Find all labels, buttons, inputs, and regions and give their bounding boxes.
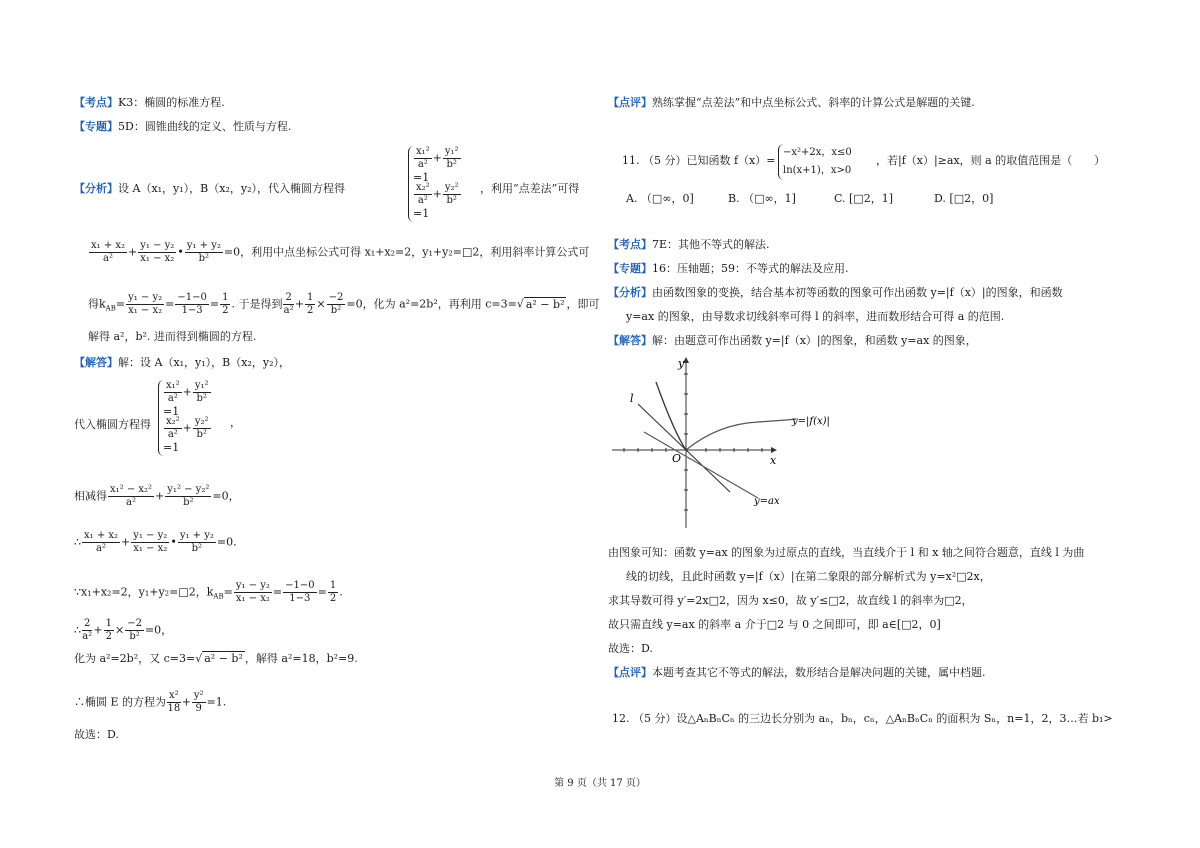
fenxi-line1 — [74, 182, 345, 196]
fx3-g2n: 1 — [307, 292, 314, 303]
jieda-line2: 代入椭圆方程得 — [74, 418, 151, 431]
sys2-e1-rhs: =1 — [163, 405, 180, 418]
dianping2-tag: 【点评】 — [608, 666, 652, 679]
jd5-tail: . — [339, 585, 343, 599]
fx3-f1d: x₁ − x₂ — [128, 305, 163, 316]
sys1-e1-ny: y₁² — [444, 146, 459, 157]
sys2-e2-dy: b² — [196, 429, 207, 440]
sys2-e2-rhs: =1 — [163, 441, 180, 454]
sys2-e2-ny: y₂² — [194, 416, 209, 427]
jd3-d1: a² — [126, 497, 137, 508]
jd8-head: ∴椭圆 E 的方程为 — [74, 695, 167, 709]
jieda-line1 — [74, 356, 290, 370]
sys1-e1-nx: x₁² — [416, 146, 430, 157]
fx3-mid: . 于是得到 — [231, 297, 283, 311]
jd4-n3: y₁ + y₂ — [179, 530, 214, 541]
sys1-e2-dx: a² — [417, 195, 428, 206]
fx2-f3d: b² — [198, 253, 210, 264]
dianping1-tag: 【点评】 — [608, 96, 652, 109]
zhuanti2-text: 16：压轴题；59：不等式的解法及应用. — [652, 262, 849, 275]
zhuanti2-line — [608, 262, 849, 276]
after-line5: 故选：D. — [608, 642, 653, 655]
jd4-tail: =0. — [216, 535, 237, 549]
jd4-d2: x₁ − x₂ — [133, 543, 168, 554]
jieda2-text: 解：由题意可作出函数 y=|f（x）|的图象，和函数 y=ax 的图象， — [652, 334, 977, 347]
jd3-n1: x₁² − x₂² — [110, 484, 153, 495]
abs-f-right-branch — [686, 419, 796, 450]
dianping1-text: 熟练掌握“点差法”和中点坐标公式、斜率的计算公式是解题的关键. — [652, 96, 975, 109]
jieda-line8: ∴椭圆 E 的方程为 $\frac{\text{x²}}{18}$ + $\frac{\text{y²}}{9}$ =1. — [74, 690, 227, 714]
jd4-n2: y₁ − y₂ — [133, 530, 168, 541]
jd5-k: k — [206, 585, 214, 599]
jd6-head: ∴ — [74, 623, 81, 637]
jieda-line5: ∵x₁+x₂=2，y₁+y₂=□2，$k_{AB}=$ $\frac{\text{y₁ − y₂}}{\text{x₁ − x₂}}$ = $\frac{-1-0}{1-3}$ = $\frac{1}{2}$ . — [74, 580, 343, 604]
jd4-head: ∴ — [74, 535, 81, 549]
fx2-tail: =0，利用中点坐标公式可得 x₁+x₂=2，y₁+y₂=□2，利用斜率计算公式可 — [223, 245, 590, 259]
fx3-g3n: −2 — [328, 292, 344, 303]
jieda-line2-tail: ， — [230, 416, 241, 429]
fenxi2-line2: y=ax 的图象，由导数求切线斜率可得 l 的斜率，进而数形结合可得 a 的范围. — [626, 310, 1005, 323]
jd3-n2: y₁² − y₂² — [167, 484, 210, 495]
sys1-e1-dx: a² — [417, 159, 428, 170]
label-l: l — [630, 392, 634, 405]
label-y: y — [678, 357, 685, 370]
jieda-line7: 化为 a²=2b²，又 c=3=√ a² − b² ，解得 a²=18，b²=9. — [74, 652, 358, 665]
q11-option-a: A. （□∞，0] — [626, 192, 694, 205]
jd4-d3: b² — [191, 543, 203, 554]
jd7-tail: ，解得 a²=18，b²=9. — [244, 652, 358, 665]
q11-piecewise — [778, 144, 879, 180]
sys1-e1-rhs: =1 — [413, 171, 430, 184]
jieda-line9: 故选：D. — [74, 728, 119, 741]
jd5-n1: y₁ − y₂ — [235, 580, 270, 591]
q11-option-b: B. （□∞，1] — [728, 192, 796, 205]
fx2-f1d: a² — [103, 253, 114, 264]
fenxi2-line1 — [608, 286, 1063, 300]
after-line1: 由图象可知：函数 y=ax 的图象为过原点的直线，当直线介于 l 和 x 轴之间符合题意，直线 l 为曲 — [608, 546, 1085, 559]
jd6-tail: =0， — [144, 623, 173, 637]
jd7-rad: a² − b² — [204, 652, 243, 665]
fenxi-tag: 【分析】 — [74, 182, 118, 195]
jd6-n1: 2 — [84, 618, 91, 629]
sys1-e1-dy: b² — [446, 159, 457, 170]
jieda2-line — [608, 334, 977, 348]
q11-case1: −x²+2x，x≤0 — [783, 147, 852, 158]
jd8-d2: 9 — [195, 703, 202, 714]
kaodian2-text: 7E：其他不等式的解法. — [652, 238, 770, 251]
fx3-rad: a² − b² — [525, 297, 565, 311]
function-graph — [608, 352, 848, 532]
fx2-f2d: x₁ − x₂ — [140, 253, 175, 264]
fx2-f2n: y₁ − y₂ — [140, 240, 175, 251]
dianping2-line — [608, 666, 986, 680]
jieda-line6: ∴ $\frac{2}{\text{a²}}$ + $\frac{1}{2}$ × $\frac{-2}{\text{b²}}$ =0， — [74, 618, 173, 642]
sys1-e2-ny: y₂² — [444, 182, 459, 193]
jd4-n1: x₁ + x₂ — [84, 530, 119, 541]
jieda-line1-text: 解：设 A（x₁，y₁），B（x₂，y₂）， — [118, 356, 290, 369]
dianping2-text: 本题考查其它不等式的解法，数形结合是解决问题的关键，属中档题. — [652, 666, 986, 679]
fx3-g3d: b² — [330, 305, 342, 316]
fx3-f3n: 1 — [222, 292, 229, 303]
jd5-d1: x₁ − x₂ — [235, 593, 270, 604]
zhuanti2-tag: 【专题】 — [608, 262, 652, 275]
fx3-head: 得 — [88, 297, 99, 311]
jd5-n3: 1 — [329, 580, 337, 591]
q12-line: 12. （5 分）设△AₙBₙCₙ 的三边长分别为 aₙ，bₙ，cₙ，△AₙBₙCₙ 的面积为 Sₙ，n=1，2，3…若 b₁> — [612, 712, 1113, 725]
fenxi2-text1: 由函数图象的变换，结合基本初等函数的图象可作出函数 y=|f（x）|的图象，和函数 — [652, 286, 1063, 299]
jieda-tag: 【解答】 — [74, 356, 118, 369]
kaodian-text: K3：椭圆的标准方程. — [118, 96, 225, 109]
jd3-tail: =0， — [212, 489, 240, 503]
jd8-n2: y² — [193, 690, 204, 701]
sys1-e2-dy: b² — [446, 195, 457, 206]
line-y-ax — [644, 432, 758, 498]
jd5-d3: 2 — [329, 593, 337, 604]
zhuanti-text: 5D：圆锥曲线的定义、性质与方程. — [118, 120, 292, 133]
kaodian-line — [74, 96, 225, 110]
jd5-head: ∵x₁+x₂=2，y₁+y₂=□2， — [74, 585, 207, 599]
dianping1-line — [608, 96, 975, 110]
fenxi-line4: 解得 a²，b². 进而得到椭圆的方程. — [88, 330, 257, 343]
jd8-n1: x² — [169, 690, 179, 701]
sys2-e2-nx: x₂² — [166, 416, 180, 427]
jieda2-tag: 【解答】 — [608, 334, 652, 347]
fenxi-system: $\frac{\text{x₁²}}{\text{a²}}$ + $\frac{\text{y₁²}}{\text{b²}}$ =1 $\frac{\text{x₂²}}{\text{a²}}$ + $\frac{\text{y₂²}}{\text{b²}}$ =1 — [408, 146, 477, 222]
sys1-e2-nx: x₂² — [416, 182, 430, 193]
fx3-f1n: y₁ − y₂ — [128, 292, 163, 303]
fx3-f3d: 2 — [222, 305, 229, 316]
kaodian2-tag: 【考点】 — [608, 238, 652, 251]
sys1-e2-rhs: =1 — [413, 207, 430, 220]
fx2-f1n: x₁ + x₂ — [91, 240, 126, 251]
after-line4: 故只需直线 y=ax 的斜率 a 介于□2 与 0 之间即可，即 a∈[□2，0] — [608, 618, 941, 631]
jd4-d1: a² — [96, 543, 107, 554]
q11-stem-head: 11. （5 分）已知函数 f（x）= — [622, 154, 776, 167]
jd3-d2: b² — [183, 497, 194, 508]
jd6-d3: b² — [129, 631, 140, 642]
jd8-tail: =1. — [206, 695, 227, 709]
fx3-tail: =0，化为 a²=2b²，再利用 c=3= — [346, 297, 517, 311]
zhuanti-line — [74, 120, 291, 134]
fx3-g1n: 2 — [285, 292, 292, 303]
fenxi-line2: $\frac{\text{x₁ + x₂}}{\text{a²}}$ + $\frac{\text{y₁ − y₂}}{\text{x₁ − x₂}}$ • $\frac{\text{y₁ + y₂}}{\text{b²}}$ =0，利用中点坐标公式可得 x₁+x₂=2，y₁+y₂=□2，利用斜率计算公式可 — [91, 240, 590, 264]
jd6-n3: −2 — [127, 618, 142, 629]
q11-option-c: C. [□2，1] — [834, 192, 893, 205]
jd3-head: 相减得 — [74, 489, 107, 503]
kaodian-tag: 【考点】 — [74, 96, 118, 109]
after-line2: 线的切线，且此时函数 y=|f（x）|在第二象限的部分解析式为 y=x²□2x， — [626, 570, 991, 583]
fx3-f2n: −1−0 — [177, 292, 207, 303]
fx3-kab: AB — [105, 304, 116, 313]
jd7-head: 化为 a²=2b²，又 c=3= — [74, 652, 196, 665]
zhuanti-tag: 【专题】 — [74, 120, 118, 133]
fx3-g2d: 2 — [307, 305, 314, 316]
sys2-e1-nx: x₁² — [166, 380, 180, 391]
fx2-f3n: y₁ + y₂ — [186, 240, 221, 251]
abs-f-left-branch — [656, 382, 686, 450]
q11-case2: ln(x+1)，x>0 — [783, 165, 852, 176]
fenxi-line1b: ，利用“点差法”可得 — [480, 182, 580, 195]
jd5-n2: −1−0 — [285, 580, 315, 591]
jd5-kab: AB — [213, 592, 224, 601]
q11-stem-tail: ，若|f（x）|≥ax，则 a 的取值范围是（ ） — [876, 154, 1106, 167]
fx3-g1d: a² — [283, 305, 294, 316]
sys2-e1-dy: b² — [196, 393, 207, 404]
fx3-end: ，即可 — [566, 297, 600, 311]
jieda-line3: 相减得 $\frac{\text{x₁² − x₂²}}{\text{a²}}$ + $\frac{\text{y₁² − y₂²}}{\text{b²}}$ =0， — [74, 484, 240, 508]
jd6-d2: 2 — [105, 631, 112, 642]
label-abs-f: y=|f(x)| — [792, 416, 830, 427]
page-footer: 第 9 页（共 17 页） — [554, 778, 646, 789]
jd6-n2: 1 — [105, 618, 112, 629]
label-o: O — [672, 452, 682, 465]
jd5-d2: 1−3 — [289, 593, 311, 604]
sys2-e1-dx: a² — [167, 393, 178, 404]
fenxi-line3: 得$k_{AB}=$ $\frac{\text{y₁ − y₂}}{\text{x₁ − x₂}}$ = $\frac{-1-0}{1-3}$ = $\frac{1}{2}$ . 于是得到 $\frac{2}{\text{a²}}$ + $\frac{1}{2}$ × $\frac{-2}{\text{b²}}$ =0，化为 a²=2b²，再利用 c=3=√ a² − b² ，即可 — [88, 292, 600, 316]
fx3-k: k — [99, 297, 106, 311]
jd8-d1: 18 — [167, 703, 181, 714]
label-x: x — [770, 454, 777, 467]
after-line3: 求其导数可得 y′=2x□2，因为 x≤0，故 y′≤□2，故直线 l 的斜率为□2， — [608, 594, 973, 607]
sys2-e1-ny: y₁² — [194, 380, 209, 391]
fenxi-line1-text: 设 A（x₁，y₁），B（x₂，y₂），代入椭圆方程得 — [118, 182, 345, 195]
jd6-d1: a² — [82, 631, 93, 642]
sys2-e2-dx: a² — [167, 429, 178, 440]
jieda-system: $\frac{\text{x₁²}}{\text{a²}}$ + $\frac{\text{y₁²}}{\text{b²}}$ =1 $\frac{\text{x₂²}}{\text{a²}}$ + $\frac{\text{y₂²}}{\text{b²}}$ =1 — [158, 380, 227, 456]
fx3-f2d: 1−3 — [181, 305, 203, 316]
q11-option-d: D. [□2，0] — [934, 192, 994, 205]
jieda-line4: ∴ $\frac{\text{x₁ + x₂}}{\text{a²}}$ + $\frac{\text{y₁ − y₂}}{\text{x₁ − x₂}}$ • $\frac{\text{y₁ + y₂}}{\text{b²}}$ =0. — [74, 530, 237, 554]
label-ax: y=ax — [754, 496, 780, 507]
fenxi2-tag: 【分析】 — [608, 286, 652, 299]
kaodian2-line — [608, 238, 770, 252]
